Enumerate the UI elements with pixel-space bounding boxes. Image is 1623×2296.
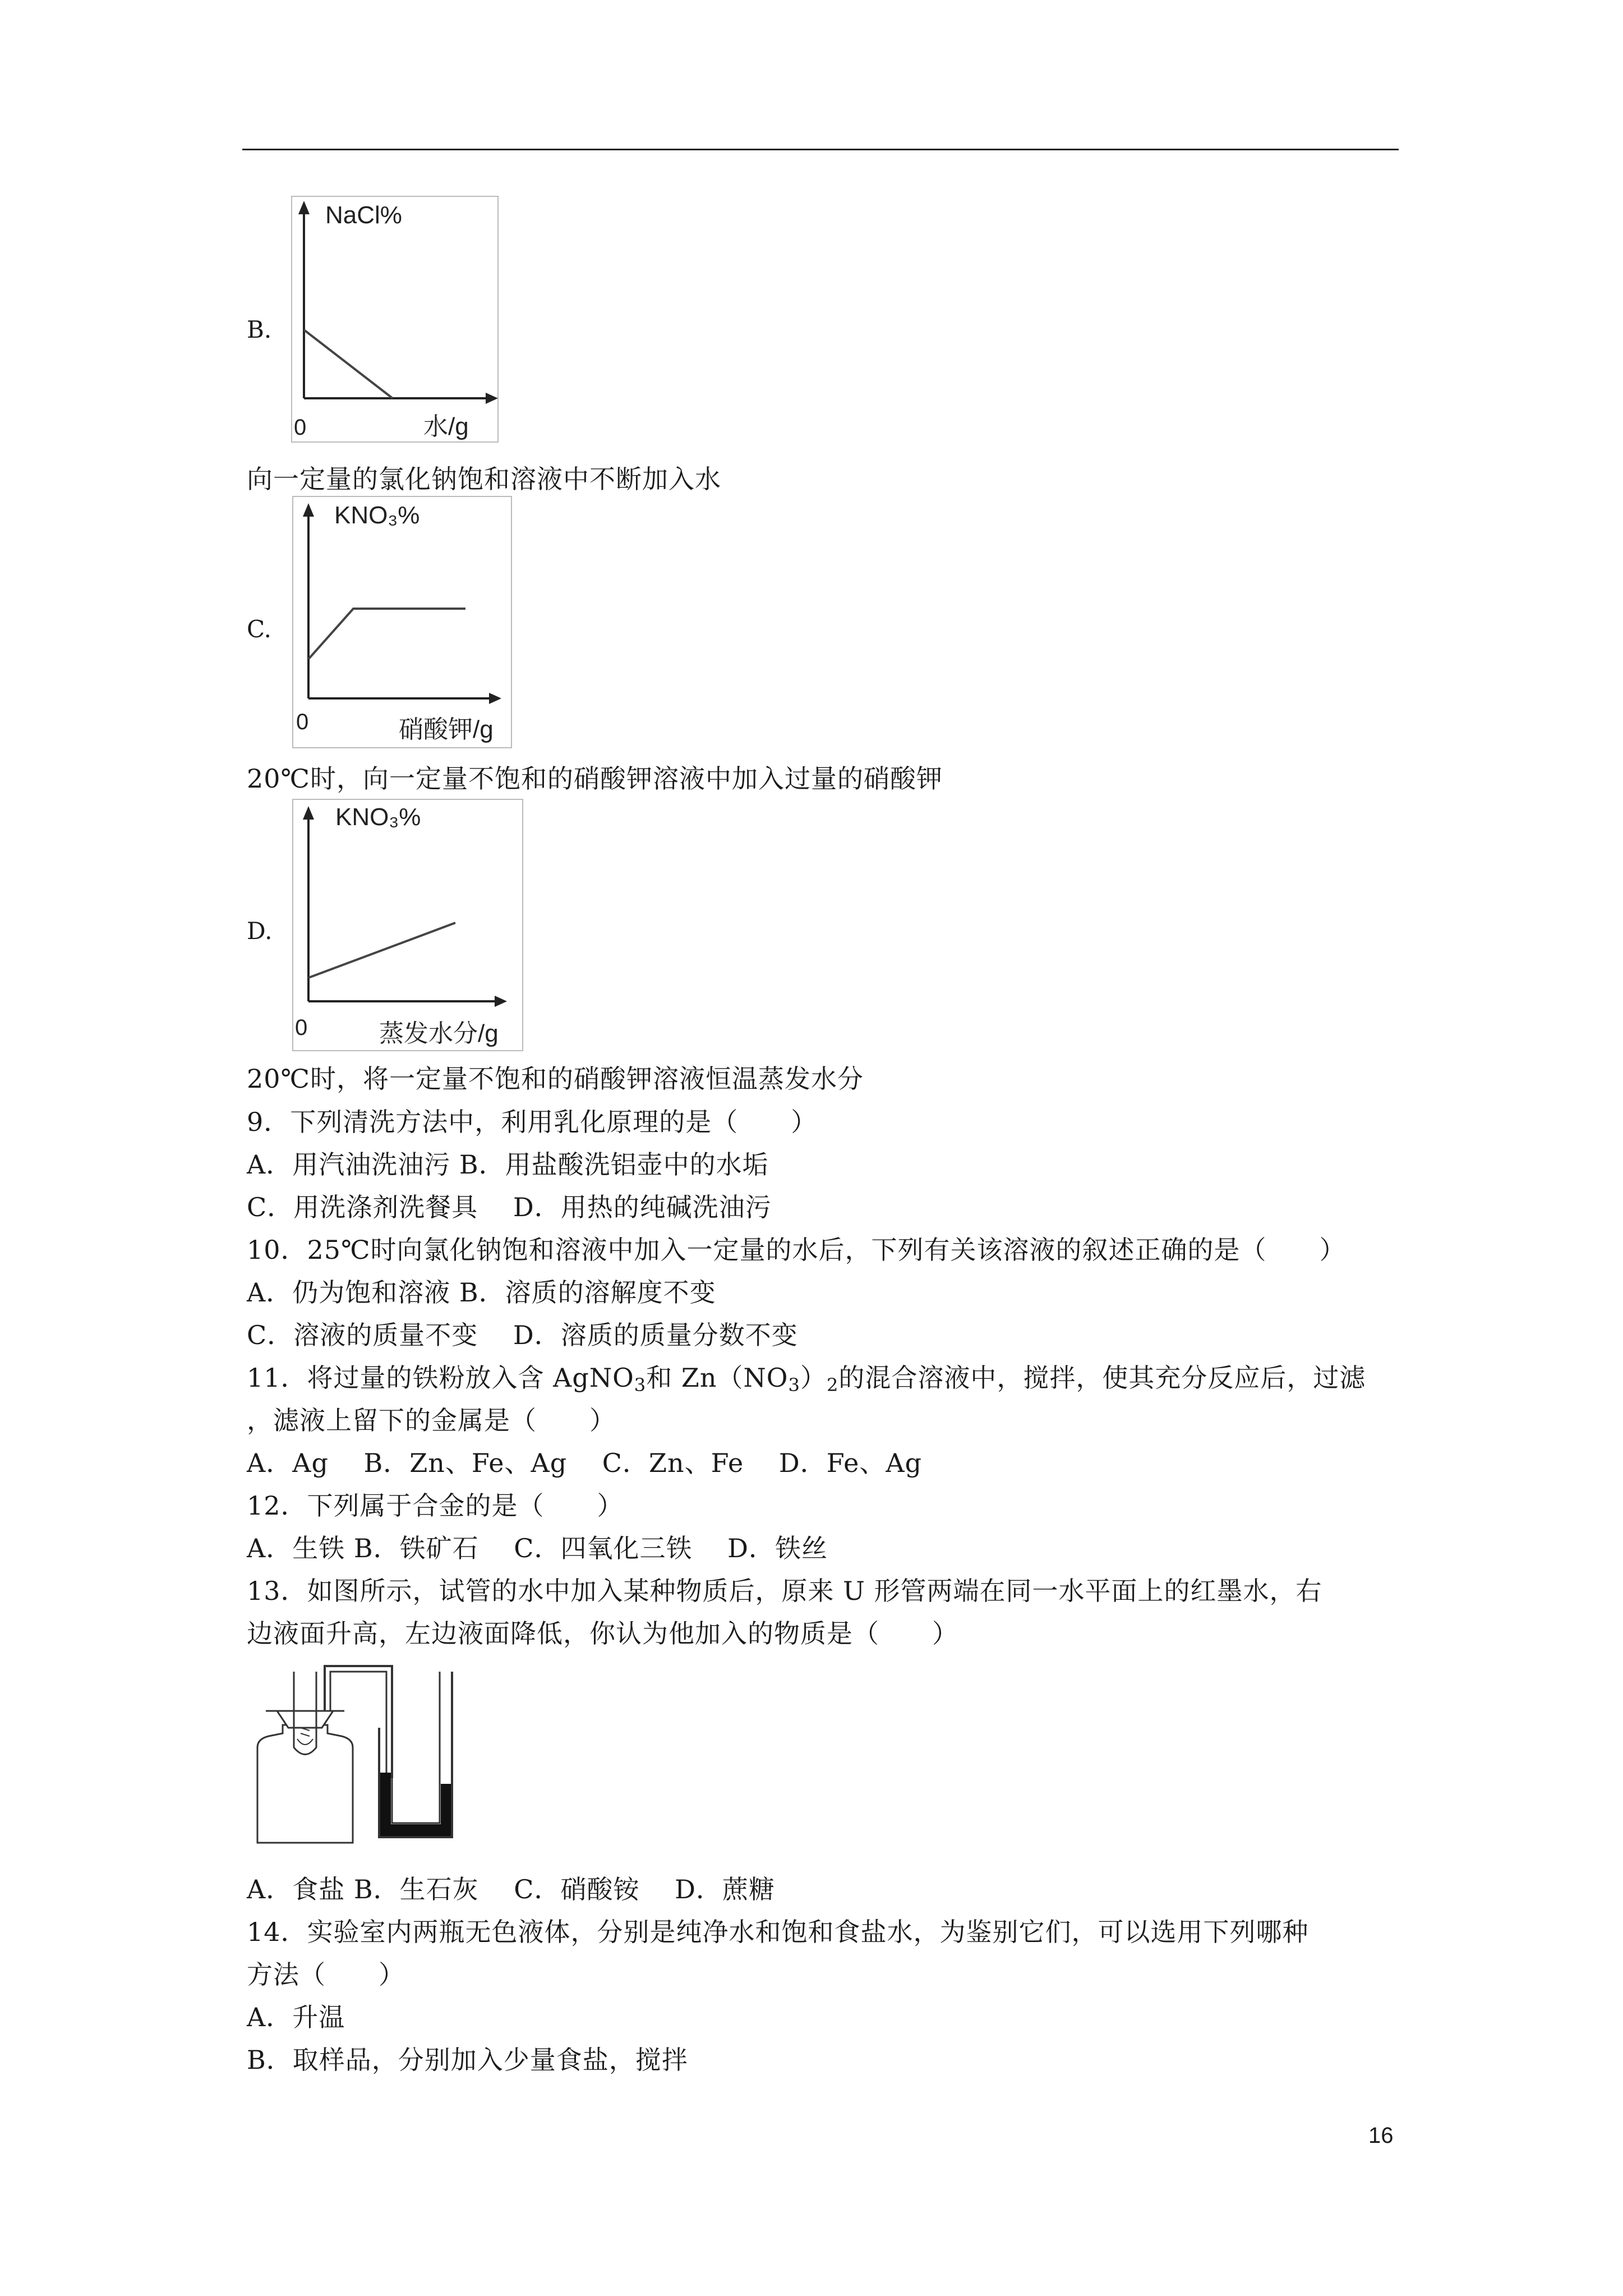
page-number: 16 [1368, 2123, 1394, 2148]
flask-icon [257, 1725, 353, 1843]
q11-stem-line2: ，滤液上留下的金属是（ ） [247, 1405, 616, 1435]
q14-stem-2: 方法（ ） [247, 1959, 405, 1990]
graph-c-caption: 20℃时，向一定量不饱和的硝酸钾溶液中加入过量的硝酸钾 [247, 763, 943, 794]
q11-sub-2: 3 [788, 1374, 800, 1396]
q11-stem-mid: 和 Zn（NO [646, 1363, 789, 1393]
q11-stem-post: 的混合溶液中，搅拌，使其充分反应后，过滤 [838, 1363, 1366, 1393]
graph-b-caption: 向一定量的氯化钠饱和溶液中不断加入水 [247, 464, 721, 494]
q13-stem-2: 边液面升高，左边液面降低，你认为他加入的物质是（ ） [247, 1618, 958, 1649]
graph-b-x-label: 水/g [423, 413, 469, 440]
u-tube-apparatus-figure [249, 1660, 457, 1846]
graph-b [286, 196, 499, 443]
q12-stem: 12．下列属于合金的是（ ） [247, 1490, 624, 1521]
graph-d-curve [308, 923, 455, 978]
graph-c-origin: 0 [296, 710, 309, 734]
graph-b-origin: 0 [294, 415, 307, 440]
option-b-label: B. [247, 316, 272, 343]
q11-options: A．Ag B．Zn、Fe、Ag C．Zn、Fe D．Fe、Ag [247, 1448, 923, 1478]
q11-sub-3: 2 [826, 1374, 839, 1396]
q10-options-1: A．仍为饱和溶液 B．溶质的溶解度不变 [247, 1277, 716, 1308]
q14-option-a: A．升温 [247, 2002, 345, 2032]
q11-stem-pre: 11．将过量的铁粉放入含 AgNO [247, 1363, 634, 1393]
q13-options: A．食盐 B．生石灰 C．硝酸铵 D．蔗糖 [247, 1874, 775, 1904]
q12-options: A．生铁 B．铁矿石 C．四氧化三铁 D．铁丝 [247, 1533, 828, 1563]
q14-stem-1: 14．实验室内两瓶无色液体，分别是纯净水和饱和食盐水，为鉴别它们，可以选用下列哪种 [247, 1917, 1309, 1947]
q13-stem-1: 13．如图所示，试管的水中加入某种物质后，原来 U 形管两端在同一水平面上的红墨水，右 [247, 1576, 1322, 1606]
header-rule [242, 149, 1399, 150]
option-d-label: D. [247, 917, 273, 945]
graph-c [289, 496, 514, 749]
graph-c-x-label: 硝酸钾/g [399, 716, 494, 743]
graph-d-y-label: KNO₃% [335, 803, 421, 831]
q11-stem-mid2: ） [800, 1363, 827, 1393]
q10-stem: 10．25℃时向氯化钠饱和溶液中加入一定量的水后，下列有关该溶液的叙述正确的是（ ） [247, 1235, 1346, 1265]
q9-stem: 9．下列清洗方法中，利用乳化原理的是（ ） [247, 1107, 818, 1137]
q14-option-b: B．取样品，分别加入少量食盐，搅拌 [247, 2045, 688, 2075]
graph-b-curve [304, 330, 393, 398]
q10-options-2: C．溶液的质量不变 D．溶质的质量分数不变 [247, 1320, 798, 1350]
graph-c-curve [308, 609, 465, 659]
graph-b-y-label: NaCl% [325, 201, 402, 229]
graph-c-y-label: KNO₃% [334, 501, 420, 529]
graph-d-caption: 20℃时，将一定量不饱和的硝酸钾溶液恒温蒸发水分 [247, 1064, 864, 1094]
q11-stem [247, 1361, 1366, 1402]
q11-sub-1: 3 [634, 1374, 647, 1396]
q9-options-2: C．用洗涤剂洗餐具 D．用热的纯碱洗油污 [247, 1192, 772, 1222]
q9-options-1: A．用汽油洗油污 B．用盐酸洗铝壶中的水垢 [247, 1149, 769, 1180]
graph-d-x-label: 蒸发水分/g [379, 1020, 499, 1047]
option-c-label: C. [247, 615, 271, 643]
graph-d-origin: 0 [295, 1015, 308, 1040]
graph-d [289, 799, 525, 1052]
